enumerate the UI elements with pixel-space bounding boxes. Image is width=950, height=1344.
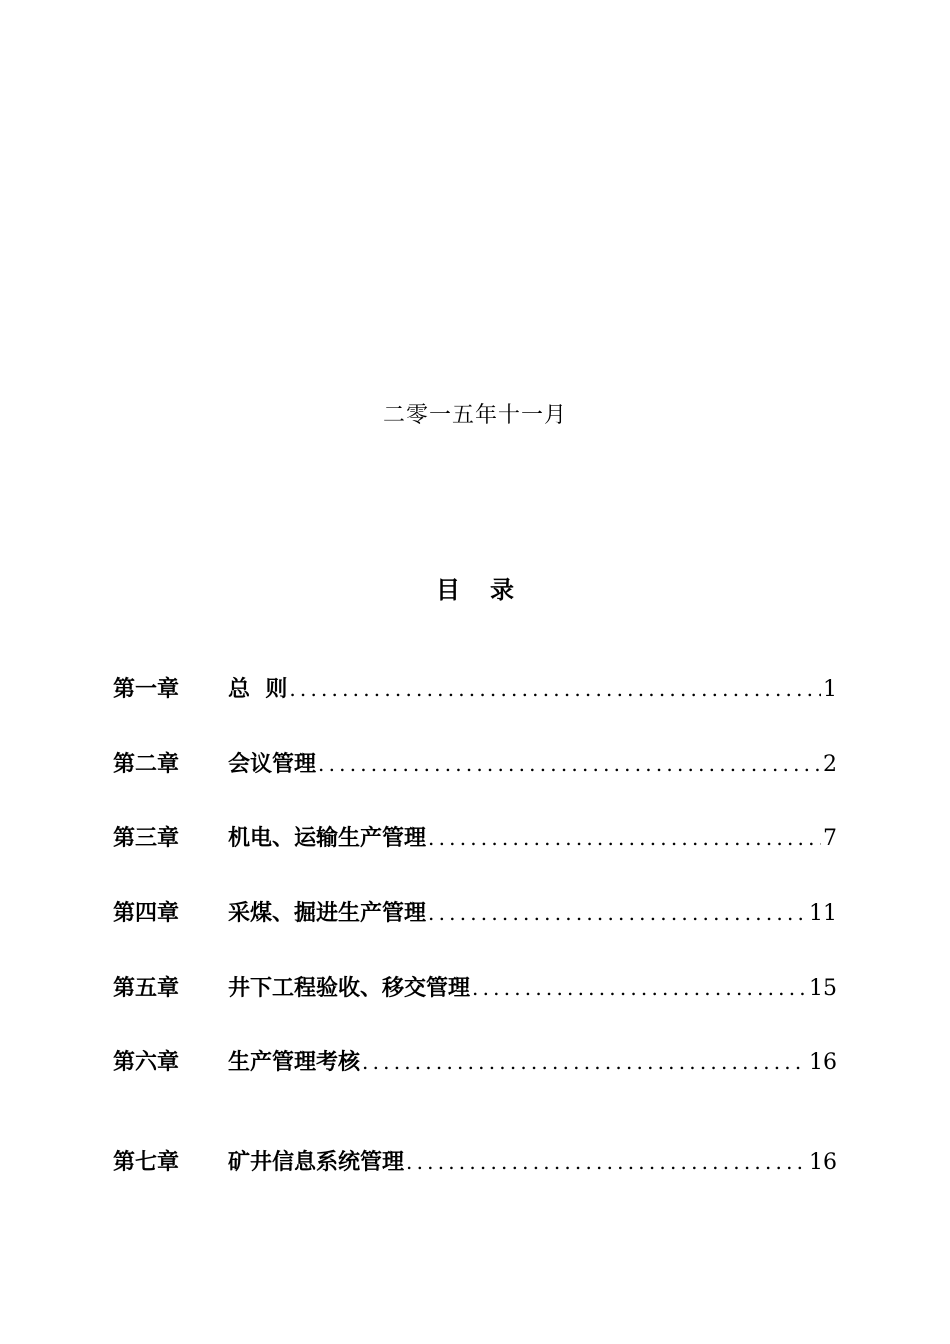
toc-entry[interactable]	[113, 1145, 837, 1177]
toc-entry[interactable]	[113, 1045, 837, 1077]
cover-date: 二零一五年十一月	[382, 403, 567, 428]
toc-leader-dots	[289, 677, 821, 701]
toc-chapter-title: 采煤、掘进生产管理	[228, 900, 427, 926]
toc-chapter-title: 井下工程验收、移交管理	[228, 975, 471, 1001]
toc-entry[interactable]	[113, 821, 837, 853]
toc-title-right: 录	[490, 575, 514, 604]
toc-page-number: 1	[823, 677, 837, 702]
toc-title	[0, 570, 950, 605]
toc-chapter-number: 第五章	[113, 975, 180, 1001]
toc-chapter-number: 第三章	[113, 825, 180, 851]
toc-chapter-title: 机电、运输生产管理	[228, 825, 427, 851]
toc-leader-dots	[318, 752, 821, 776]
toc-title-left: 目	[436, 575, 460, 604]
toc-leader-dots	[428, 826, 821, 850]
toc-chapter-title: 生产管理考核	[228, 1049, 361, 1075]
toc-entry[interactable]	[113, 672, 837, 704]
toc-chapter-number: 第四章	[113, 900, 180, 926]
toc-page-number: 11	[809, 901, 837, 926]
toc-entry[interactable]	[113, 971, 837, 1003]
toc-chapter-number: 第一章	[113, 676, 180, 702]
toc-entry[interactable]	[113, 896, 837, 928]
toc-chapter-title: 会议管理	[228, 751, 317, 777]
toc-leader-dots	[472, 976, 807, 1000]
toc-page-number: 16	[809, 1150, 837, 1175]
toc-chapter-number: 第二章	[113, 751, 180, 777]
toc-page-number: 7	[823, 826, 837, 851]
toc-leader-dots	[406, 1150, 807, 1174]
toc-page-number: 2	[823, 752, 837, 777]
toc-leader-dots	[362, 1050, 807, 1074]
toc-chapter-number: 第七章	[113, 1149, 180, 1175]
toc-page-number: 16	[809, 1050, 837, 1075]
toc-entry[interactable]	[113, 747, 837, 779]
toc-chapter-title: 总 则	[228, 676, 288, 702]
toc-page-number: 15	[809, 976, 837, 1001]
toc-chapter-number: 第六章	[113, 1049, 180, 1075]
toc-chapter-title: 矿井信息系统管理	[228, 1149, 405, 1175]
toc-leader-dots	[428, 901, 807, 925]
